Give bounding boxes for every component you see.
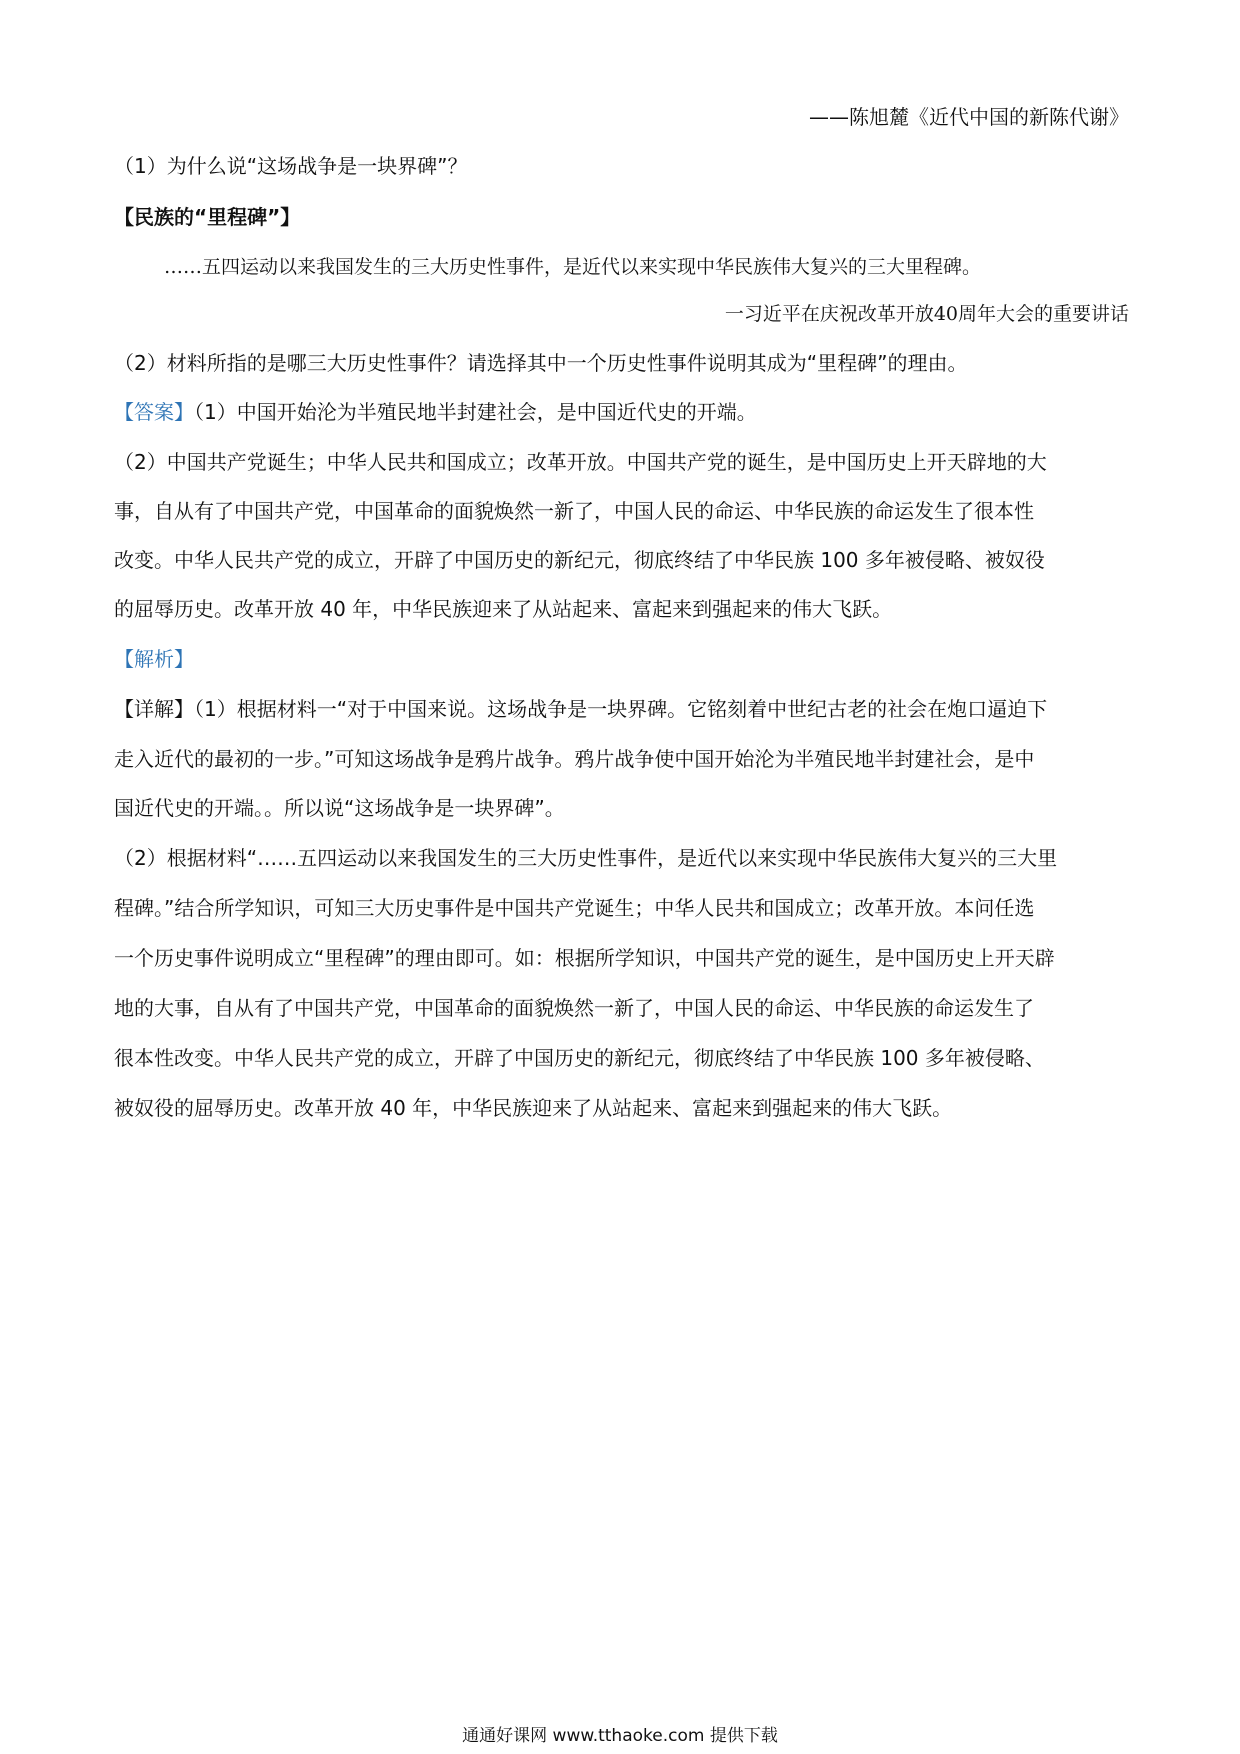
answer-2-line: 改变。中华人民共产党的成立，开辟了中国历史的新纪元，彻底终结了中华民族 100 多年被侵略、被奴役 [114,548,1045,572]
page-footer: 通通好课网 www.tthaoke.com 提供下载 [462,1726,778,1746]
detail-line-1 [114,695,1129,723]
detail-label: 【详解】 [114,697,194,721]
analysis-label: 【解析】 [114,647,194,671]
detail-1-line: 走入近代的最初的一步。”可知这场战争是鸦片战争。鸦片战争使中国开始沦为半殖民地半封建社会，是中 [114,747,1035,771]
detail-2-line: 很本性改变。中华人民共产党的成立，开辟了中国历史的新纪元，彻底终结了中华民族 100 多年被侵略、 [114,1046,1045,1070]
detail-1-text: （1）根据材料一“对于中国来说。这场战争是一块界碑。它铭刻着中世纪古老的社会在炮口逼迫下 [194,697,1048,721]
question-1: （1）为什么说“这场战争是一块界碑”？ [114,154,468,178]
answer-label: 【答案】 [114,400,194,424]
detail-2-line: 地的大事，自从有了中国共产党，中国革命的面貌焕然一新了，中国人民的命运、中华民族的命运发生了 [114,996,1034,1020]
section-title-milestone: 【民族的“里程碑”】 [114,205,301,229]
material-quote-2: ……五四运动以来我国发生的三大历史性事件，是近代以来实现中华民族伟大复兴的三大里程碑。 [164,256,982,278]
detail-2-line: 程碑。”结合所学知识，可知三大历史事件是中国共产党诞生；中华人民共和国成立；改革开放。本问任选 [114,896,1035,920]
answer-2-line: 事，自从有了中国共产党，中国革命的面貌焕然一新了，中国人民的命运、中华民族的命运发生了很本性 [114,499,1034,523]
detail-2-line: （2）根据材料“……五四运动以来我国发生的三大历史性事件，是近代以来实现中华民族伟大复兴的三大里 [114,846,1058,870]
answer-line-1 [114,398,1129,426]
source-citation-2: 一习近平在庆祝改革开放40周年大会的重要讲话 [724,303,1129,325]
answer-1-text: （1）中国开始沦为半殖民地半封建社会，是中国近代史的开端。 [194,400,757,424]
detail-2-line: 一个历史事件说明成立“里程碑”的理由即可。如：根据所学知识，中国共产党的诞生，是中国历史上开天辟 [114,946,1055,970]
source-citation-1: ——陈旭麓《近代中国的新陈代谢》 [809,105,1129,129]
question-2: （2）材料所指的是哪三大历史性事件？请选择其中一个历史性事件说明其成为“里程碑”的理由。 [114,351,968,375]
detail-2-line: 被奴役的屈辱历史。改革开放 40 年，中华民族迎来了从站起来、富起来到强起来的伟大飞跃。 [114,1096,953,1120]
answer-2-line: （2）中国共产党诞生；中华人民共和国成立；改革开放。中国共产党的诞生，是中国历史上开天辟地的大 [114,450,1047,474]
detail-1-line: 国近代史的开端。。所以说“这场战争是一块界碑”。 [114,796,565,820]
answer-2-line: 的屈辱历史。改革开放 40 年，中华民族迎来了从站起来、富起来到强起来的伟大飞跃。 [114,597,893,621]
